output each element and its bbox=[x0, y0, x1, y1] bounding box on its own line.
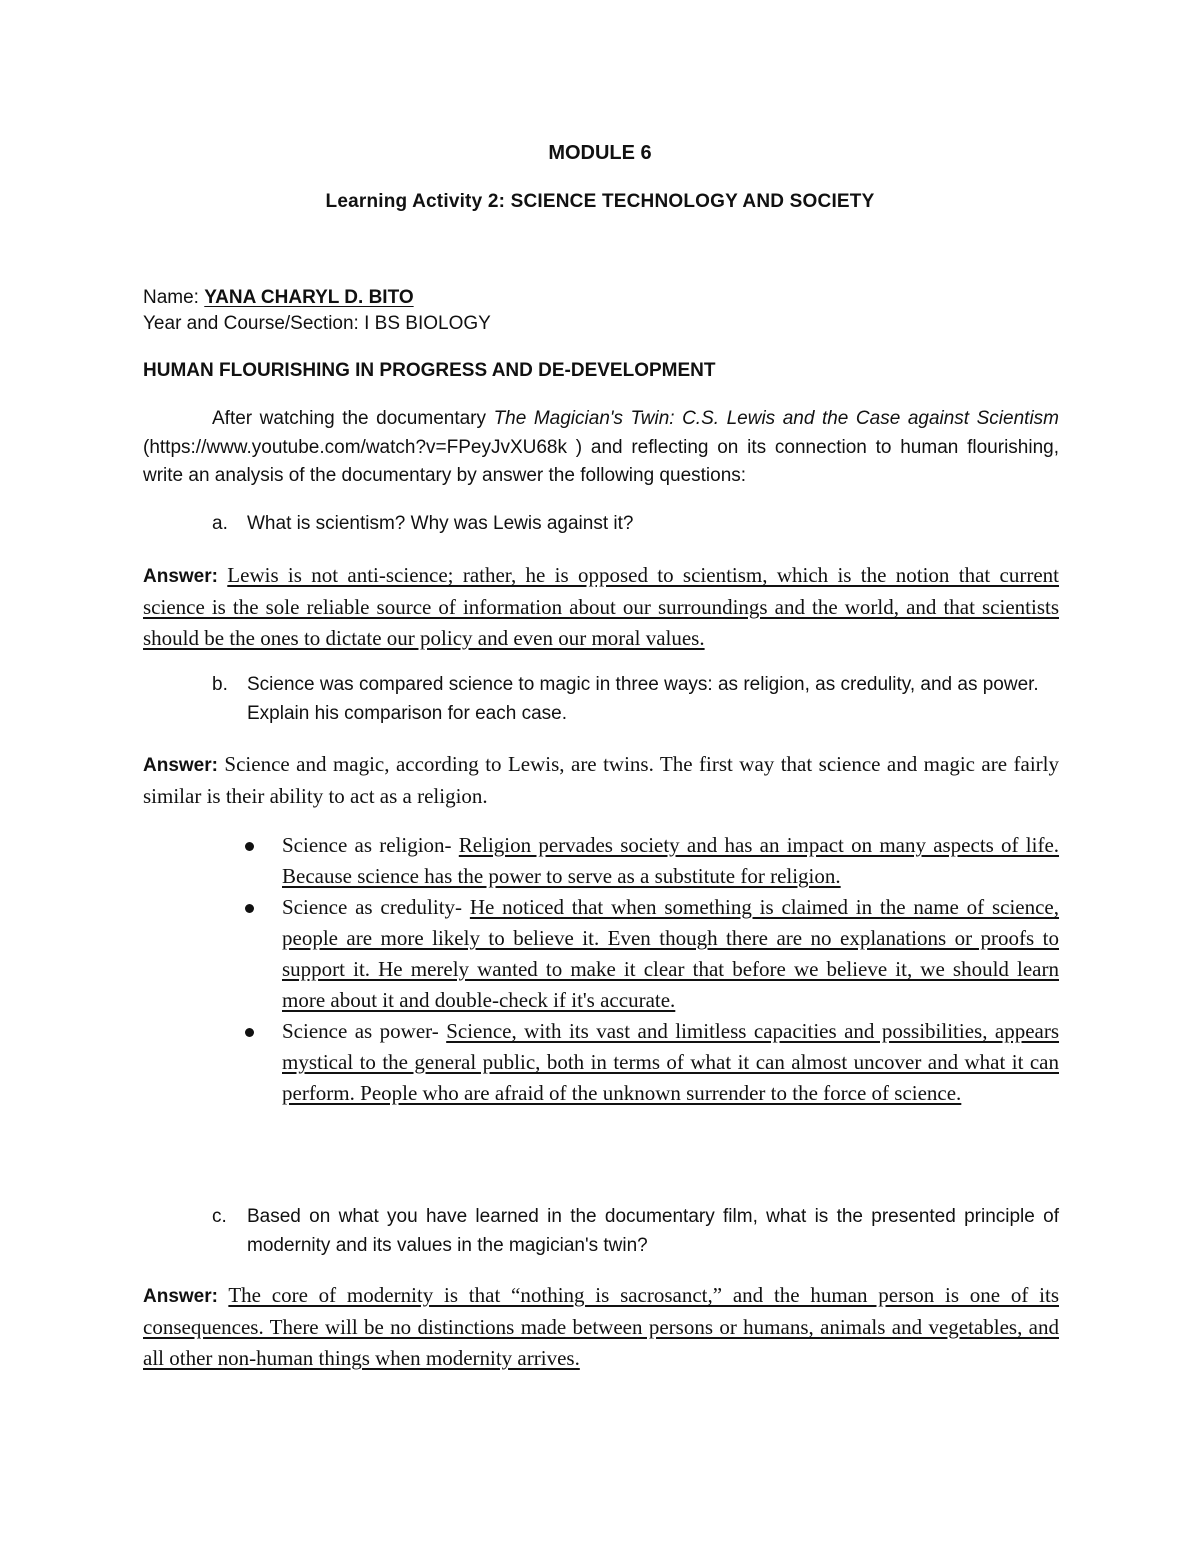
list-item bbox=[245, 830, 1059, 892]
answer-a-text: Lewis is not anti-science; rather, he is opposed to scientism, which is the notion that current science is the sole reliable source of information about our surroundings and the world, and that scientists should be the ones to dictate our policy and even our moral values. bbox=[143, 563, 1060, 650]
page-subtitle: Learning Activity 2: SCIENCE TECHNOLOGY AND SOCIETY bbox=[325, 191, 875, 212]
answer-b-text: Science and magic, according to Lewis, are twins. The first way that science and magic are fairly similar is their ability to act as a religion. bbox=[143, 752, 1059, 808]
question-b-text: Science was compared science to magic in three ways: as religion, as credulity, and as power. Explain his comparison for each case. bbox=[247, 674, 1039, 724]
bullet-icon bbox=[245, 1028, 254, 1037]
bullet-text: He noticed that when something is claimed in the name of science, people are more likely to believe it. Even though there are no explanations or proofs to support it. He merely wanted to make it clear that before we believe it, we should learn more about it and double-check if it's accurate. bbox=[282, 895, 1060, 1012]
question-c bbox=[0, 1203, 1200, 1263]
section-heading: HUMAN FLOURISHING IN PROGRESS AND DE-DEVELOPMENT bbox=[143, 360, 716, 381]
bullet-icon bbox=[245, 904, 254, 913]
question-a bbox=[0, 510, 1200, 540]
course-label: Year and Course/Section: bbox=[143, 313, 359, 334]
course-value: I BS BIOLOGY bbox=[364, 313, 491, 334]
bullet-text: Religion pervades society and has an impact on many aspects of life. Because science has the power to serve as a substitute for religion. bbox=[282, 833, 1060, 888]
intro-after-title: (https://www.youtube.com/watch?v=FPeyJvXU68k ) and reflecting on its connection to human flourishing, write an analysis of the documentary by answer the following questions: bbox=[143, 436, 1059, 486]
intro-film-title: The Magician's Twin: C.S. Lewis and the Case against Scientism bbox=[493, 408, 1059, 429]
comparison-list bbox=[245, 830, 1059, 1109]
answer-a-label: Answer: bbox=[143, 566, 218, 587]
answer-b bbox=[143, 749, 1059, 812]
student-course-line bbox=[143, 311, 491, 337]
list-item bbox=[245, 892, 1059, 1016]
question-b bbox=[0, 671, 1200, 731]
bullet-icon bbox=[245, 842, 254, 851]
page-title: MODULE 6 bbox=[548, 142, 652, 164]
answer-c bbox=[143, 1280, 1059, 1374]
answer-c-label: Answer: bbox=[143, 1286, 218, 1307]
student-name-line bbox=[143, 285, 414, 311]
question-b-label: b. bbox=[212, 674, 228, 695]
bullet-lead: Science as credulity- bbox=[282, 895, 463, 919]
intro-paragraph bbox=[143, 405, 1059, 491]
bullet-lead: Science as religion- bbox=[282, 833, 452, 857]
question-a-label: a. bbox=[212, 513, 228, 534]
question-a-text: What is scientism? Why was Lewis against it? bbox=[247, 513, 634, 534]
question-c-text: Based on what you have learned in the documentary film, what is the presented principle of modernity and its values in the magician's twin? bbox=[247, 1206, 1059, 1256]
answer-a bbox=[143, 560, 1059, 654]
intro-before-title: After watching the documentary bbox=[212, 408, 487, 429]
list-item bbox=[245, 1016, 1059, 1109]
answer-c-text: The core of modernity is that “nothing is sacrosanct,” and the human person is one of its consequences. There will be no distinctions made between persons or humans, animals and vegetables, and all other non-human things when modernity arrives. bbox=[143, 1283, 1059, 1370]
name-value: YANA CHARYL D. BITO bbox=[204, 287, 414, 308]
question-c-label: c. bbox=[212, 1206, 227, 1227]
bullet-text: Science, with its vast and limitless capacities and possibilities, appears mystical to the general public, both in terms of what it can almost uncover and what it can perform. People who are afraid of the unknown surrender to the force of science. bbox=[282, 1019, 1060, 1105]
bullet-lead: Science as power- bbox=[282, 1019, 439, 1043]
answer-b-label: Answer: bbox=[143, 755, 218, 776]
name-label: Name: bbox=[143, 287, 199, 308]
